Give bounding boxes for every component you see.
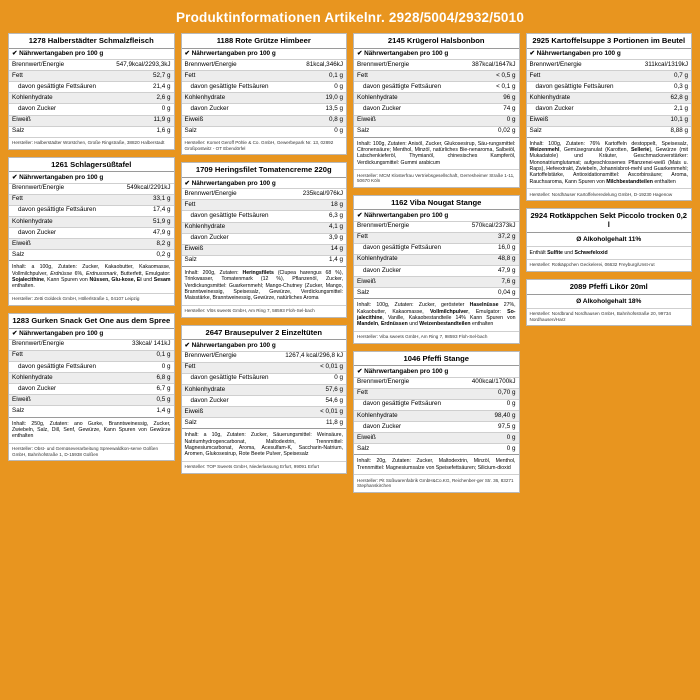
nutrient-value: 21,4 g (108, 82, 174, 93)
nutrient-label: Kohlenhydrate (354, 254, 460, 265)
table-row (9, 395, 174, 406)
table-row (182, 189, 347, 200)
table-row (9, 205, 174, 216)
nutrient-label: Kohlenhydrate (9, 217, 115, 228)
product-card (526, 33, 693, 201)
nutrient-label: Salz (527, 126, 633, 137)
nutrient-label: davon gesättigte Fettsäuren (354, 399, 460, 410)
table-row (527, 59, 692, 70)
nutrient-value: 98,40 g (460, 410, 519, 421)
nutrient-value: 0,8 g (293, 115, 346, 126)
nutrient-value: 2,1 g (633, 104, 691, 115)
table-row (527, 71, 692, 82)
product-card (181, 162, 348, 317)
nutrient-value: 2,6 g (108, 93, 174, 104)
manufacturer-address: Hersteller: Nordhäuser Kartoffelveredelung GmbH, D-19230 Hagenow (527, 188, 692, 200)
nutrient-value: 549kcal/2291kJ (115, 183, 174, 194)
table-row (182, 200, 347, 211)
table-row (9, 339, 174, 350)
nutrient-label: davon Zucker (9, 228, 115, 239)
nutrient-value: 11,8 g (278, 418, 346, 429)
nutrient-label: Eiweiß (354, 277, 460, 288)
nutrition-table (354, 365, 519, 454)
nutrition-table (527, 48, 692, 137)
table-row (354, 59, 519, 70)
product-title: 2647 Brausepulver 2 Einzeltüten (205, 327, 322, 337)
nutrient-value: 0,1 g (119, 350, 173, 361)
table-row (9, 250, 174, 261)
nutrition-header-label: ✔ Nährwertangaben pro 100 g (9, 172, 174, 183)
nutrient-value: 3,9 g (290, 233, 346, 244)
nutrient-value: 0,70 g (460, 388, 519, 399)
table-row (9, 59, 174, 70)
nutrient-label: Kohlenhydrate (182, 384, 278, 395)
nutrient-value: 47,9 g (115, 228, 174, 239)
nutrition-header-label: ✔ Nährwertangaben pro 100 g (9, 48, 174, 59)
table-row (9, 228, 174, 239)
nutrition-table-header (527, 48, 692, 59)
nutrient-label: Fett (354, 71, 460, 82)
nutrient-value: 400kcal/1700kJ (460, 377, 519, 388)
nutrition-table-header (182, 177, 347, 188)
nutrient-label: davon Zucker (182, 104, 294, 115)
ingredients-text: Inhalt: a 100g, Zutaten: Zucker, Kakaobutter, Kakaomasse, Vollmilchpulver, Erdnüsse 6%, Erdnussmark, Butterfett, Emulgator: Sojalecithine, Kann Spuren von Nüssen, Glu-kose, Ei und Sesam enthalten. (9, 260, 174, 292)
nutrient-value: 6,3 g (290, 211, 346, 222)
nutrient-label: Kohlenhydrate (9, 93, 108, 104)
nutrient-value: 311kcal/1319kJ (633, 59, 691, 70)
nutrition-table-header (354, 366, 519, 377)
table-row (182, 93, 347, 104)
nutrient-label: Eiweiß (9, 115, 108, 126)
nutrition-table-header (182, 340, 347, 351)
nutrient-label: davon Zucker (527, 104, 633, 115)
nutrient-value: 1267,4 kcal/296,8 kJ (278, 351, 346, 362)
table-row (527, 104, 692, 115)
table-row (182, 126, 347, 137)
product-card (353, 195, 520, 344)
product-card (526, 208, 693, 272)
table-row (182, 407, 347, 418)
ingredients-text: Inhalt: 250g, Zutaten: ano Gurke, Branntweinessig, Zucker, Zwiebeln, Salz, Dill, Senf, Gewürze, Kann Spuren von Gewürze enthalten (9, 417, 174, 443)
nutrition-header-label: ✔ Nährwertangaben pro 100 g (182, 48, 347, 59)
table-row (9, 93, 174, 104)
nutrition-table (182, 48, 347, 137)
ingredients-text: Inhalt: 100g, Zutaten: Zucker, gerösteter Haselnüsse 27%, Kakaobutter, Kakaomasse, Vollmilchpulver, Emulgator: So-jalecithine, Vanille, Kakaobestandteile 14% Kann Spuren von Mandeln, Erdnüssen und Weizenbestandteilen enthalten (354, 298, 519, 330)
nutrition-table-header (9, 328, 174, 339)
nutrition-header-label: ✔ Nährwertangaben pro 100 g (182, 340, 347, 351)
product-title: 2924 Rotkäppchen Sekt Piccolo trocken 0,2 l (530, 211, 688, 229)
ingredients-text: Inhalt: 100g, Zutaten: 76% Kartoffeln destoppelt, Speisesalz, Weizenmehl, Gemüsegranulat (Karotten, Sellerie), Gewürze (mit Mukadatole) und Kräuter, Geschmacksverstärker: Mononatriumglutamat; aufgeschlossenes Pflanzenei-weiß (Mais u. Raps), Hefeextrakt, Zwiebeln, Johannisbrot-mehl und Guarkernmehl; Kartoffelstärke, Antioxidationsmittel: Ascorbinsäure; Aroma, Rauchsaroma, Kann Spuren von Milchbestandteilen enthalten (527, 137, 692, 188)
nutrient-value: 0 g (108, 104, 174, 115)
nutrient-value: 0 g (293, 82, 346, 93)
manufacturer-address: Hersteller: Obst- und Gemüseverarbeitung Spreewaldkon-serve Golßen GmbH, Bahnhofstraße 1, D-15938 Golßen (9, 443, 174, 461)
nutrient-label: Fett (9, 194, 115, 205)
card-column (8, 33, 175, 461)
nutrient-value: < 0,1 g (460, 82, 519, 93)
nutrient-label: Eiweiß (354, 433, 460, 444)
nutrient-value: 19,0 g (293, 93, 346, 104)
nutrient-value: < 0,01 g (278, 407, 346, 418)
nutrient-value: 6,7 g (119, 384, 173, 395)
nutrient-value: 96 g (460, 93, 519, 104)
nutrient-value: 16,0 g (460, 243, 519, 254)
table-row (182, 59, 347, 70)
nutrient-value: 570kcal/2373kJ (460, 221, 519, 232)
table-row (354, 399, 519, 410)
nutrient-value: 0,3 g (633, 82, 691, 93)
nutrient-value: 0,7 g (633, 71, 691, 82)
nutrient-value: 52,7 g (108, 71, 174, 82)
table-row (9, 384, 174, 395)
table-row (9, 104, 174, 115)
product-card (526, 279, 693, 326)
nutrient-label: Salz (9, 250, 115, 261)
manufacturer-address: Hersteller: Komet Geroff Pöhle & Co. GmbH, Gewerbepark Nr. 13, 02892 Großpostwitz - OT Ebendörfel (182, 137, 347, 155)
nutrient-value: 74 g (460, 104, 519, 115)
nutrient-label: Kohlenhydrate (354, 410, 460, 421)
product-title: 1283 Gurken Snack Get One aus dem Spree (12, 315, 171, 325)
nutrient-value: 0 g (278, 373, 346, 384)
nutrient-label: davon gesättigte Fettsäuren (527, 82, 633, 93)
product-card (8, 33, 175, 150)
nutrient-label: Eiweiß (354, 115, 460, 126)
nutrient-label: Brennwert/Energie (354, 377, 460, 388)
manufacturer-address: Hersteller: Rotkäppchen Geckelerei, 06632 Freyburg/Unst-rut (527, 259, 692, 271)
nutrient-value: 0 g (460, 115, 519, 126)
nutrient-value: 18 g (290, 200, 346, 211)
nutrient-value: 11,9 g (108, 115, 174, 126)
nutrient-label: Kohlenhydrate (354, 93, 460, 104)
nutrient-value: 235kcal/976kJ (290, 189, 346, 200)
manufacturer-address: Hersteller: Zetti Goldeck GmbH, Höllerlstraße 1, 04107 Leipzig (9, 293, 174, 305)
nutrient-label: Fett (9, 350, 119, 361)
nutrient-label: Brennwert/Energie (527, 59, 633, 70)
nutrient-value: 0 g (119, 361, 173, 372)
table-row (354, 93, 519, 104)
table-row (182, 82, 347, 93)
nutrient-label: davon gesättigte Fettsäuren (9, 82, 108, 93)
product-title: 2925 Kartoffelsuppe 3 Portionen im Beutel (532, 36, 686, 45)
nutrient-label: Eiweiß (182, 407, 278, 418)
table-row (9, 126, 174, 137)
nutrition-table-header (9, 172, 174, 183)
table-row (182, 351, 347, 362)
nutrient-value: 13,5 g (293, 104, 346, 115)
nutrition-header-label: ✔ Nährwertangaben pro 100 g (182, 177, 347, 188)
table-row (354, 71, 519, 82)
nutrient-label: davon Zucker (354, 422, 460, 433)
nutrient-value: 37,2 g (460, 232, 519, 243)
nutrient-value: 0,04 g (460, 288, 519, 299)
nutrient-label: Salz (354, 288, 460, 299)
table-row (182, 373, 347, 384)
table-row (9, 115, 174, 126)
nutrient-label: davon gesättigte Fettsäuren (182, 82, 294, 93)
nutrient-value: 6,8 g (119, 373, 173, 384)
table-row (354, 254, 519, 265)
product-card (353, 351, 520, 493)
nutrient-label: Salz (182, 126, 294, 137)
nutrient-label: Salz (182, 255, 291, 266)
nutrition-header-label: ✔ Nährwertangaben pro 100 g (9, 328, 174, 339)
nutrition-table (9, 48, 174, 137)
table-row (354, 126, 519, 137)
table-row (182, 71, 347, 82)
card-column (353, 33, 520, 493)
nutrient-label: Brennwert/Energie (9, 59, 108, 70)
nutrition-table-header (182, 48, 347, 59)
table-row (354, 422, 519, 433)
nutrition-table (9, 328, 174, 417)
nutrient-value: 54,6 g (278, 396, 346, 407)
table-row (9, 361, 174, 372)
nutrient-value: 4,1 g (290, 222, 346, 233)
nutrient-label: Fett (354, 232, 460, 243)
nutrient-label: davon Zucker (182, 233, 291, 244)
manufacturer-address: Hersteller: Viba sweets GmbH, Am Ring 7, 98593 Floh-Sel-bach (354, 331, 519, 343)
nutrient-label: Salz (354, 444, 460, 455)
table-row (354, 232, 519, 243)
nutrient-value: < 0,01 g (278, 362, 346, 373)
ingredients-text: Inhalt: 100g, Zutaten: Anisöl, Zucker, Glukosesirup, Säu-rungsmittel: Citronensäure; Menthol, Minzöl, natürliches Bie-nenaroma, Salbeiöl, Latschenkieferöl, Thymianöl, chinesisches Kampferöl, Verdickungsmittel: Gummi arabicum (354, 137, 519, 169)
nutrient-value: 547,9kcal/2293,3kJ (108, 59, 174, 70)
manufacturer-address: Hersteller: Nordbrand Nordhausen GmbH, Bahnhofsstraße 20, 99734 Nordhausen/Harz (527, 308, 692, 326)
nutrient-value: 387kcal/1647kJ (460, 59, 519, 70)
nutrient-value: 8,2 g (115, 239, 174, 250)
table-row (9, 194, 174, 205)
nutrient-value: 51,9 g (115, 217, 174, 228)
nutrition-table-header (9, 48, 174, 59)
product-card (353, 33, 520, 188)
nutrient-label: Fett (182, 71, 294, 82)
ingredients-text: Enthält Sulfite und Schwefeloxid (527, 246, 692, 259)
table-row (354, 243, 519, 254)
nutrition-table (182, 339, 347, 428)
nutrient-label: Fett (9, 71, 108, 82)
table-row (354, 444, 519, 455)
nutrient-label: Brennwert/Energie (354, 221, 460, 232)
table-row (354, 82, 519, 93)
table-row (354, 265, 519, 276)
ingredients-text: Inhalt: 200g, Zutaten: Heringsfilets (Clupea harengus 68 %), Trinkwasser, Tomatenmark (12 %), Pflanzenöl, Zucker, Verdickungsmittel: Guarkernmehl; Mango-Chutney (Zucker, Mango, Branntweinessig, Speisesalz, Gewürze, Verdickungsmittel: Maisstärke, Branntweinessig, Gewürze, natürliches Aroma (182, 266, 347, 305)
nutrition-table-header (354, 210, 519, 221)
nutrient-label: Fett (182, 362, 278, 373)
nutrition-table-header (354, 48, 519, 59)
table-row (9, 239, 174, 250)
nutrient-label: Salz (182, 418, 278, 429)
table-row (182, 362, 347, 373)
nutrient-value: 1,4 g (119, 406, 173, 417)
nutrient-label: Brennwert/Energie (9, 183, 115, 194)
manufacturer-address: Hersteller: Vlös sweets GmbH, Am Ring 7, 58593 Floh-Sel-bach (182, 305, 347, 317)
nutrient-label: Brennwert/Energie (182, 59, 294, 70)
product-card (181, 325, 348, 474)
nutrition-header-label: ✔ Nährwertangaben pro 100 g (354, 210, 519, 221)
table-row (354, 104, 519, 115)
nutrient-value: 14 g (290, 244, 346, 255)
nutrient-label: Brennwert/Energie (354, 59, 460, 70)
nutrition-header-label: ✔ Nährwertangaben pro 100 g (354, 48, 519, 59)
nutrient-label: Salz (354, 126, 460, 137)
table-row (354, 221, 519, 232)
nutrient-label: Salz (9, 406, 119, 417)
alcohol-content: Ø Alkoholgehalt 11% (527, 232, 692, 246)
table-row (9, 71, 174, 82)
nutrient-label: davon gesättigte Fettsäuren (182, 211, 291, 222)
table-row (527, 93, 692, 104)
table-row (527, 115, 692, 126)
nutrient-label: davon Zucker (354, 265, 460, 276)
nutrient-label: davon gesättigte Fettsäuren (354, 82, 460, 93)
table-row (354, 377, 519, 388)
table-row (182, 396, 347, 407)
page-title: Produktinformationen Artikelnr. 2928/5004/2932/5010 (175, 10, 525, 25)
table-row (182, 418, 347, 429)
nutrition-table (182, 177, 347, 266)
nutrient-value: 0,02 g (460, 126, 519, 137)
manufacturer-address: Hersteller: MCM Klosterfrau Vertriebsgesellschaft, Gerresheimer Straße 1-11, 50670 Köln (354, 169, 519, 187)
nutrient-label: Brennwert/Energie (182, 351, 278, 362)
nutrient-label: Kohlenhydrate (182, 222, 291, 233)
nutrient-value: 1,4 g (290, 255, 346, 266)
nutrient-label: davon gesättigte Fettsäuren (9, 205, 115, 216)
table-row (354, 277, 519, 288)
nutrient-value: 33,1 g (115, 194, 174, 205)
nutrient-value: 1,6 g (108, 126, 174, 137)
page-bottom-space (8, 493, 692, 643)
nutrient-value: 7,6 g (460, 277, 519, 288)
product-card (8, 157, 175, 306)
nutrient-value: 97,5 g (460, 422, 519, 433)
nutrient-label: Eiweiß (527, 115, 633, 126)
nutrient-label: Fett (354, 388, 460, 399)
nutrient-value: 47,9 g (460, 265, 519, 276)
nutrient-value: 0,5 g (119, 395, 173, 406)
nutrient-label: Eiweiß (182, 115, 294, 126)
nutrition-table (354, 48, 519, 137)
nutrient-value: 0 g (460, 399, 519, 410)
nutrient-value: 8,88 g (633, 126, 691, 137)
nutrient-label: Salz (9, 126, 108, 137)
table-row (182, 244, 347, 255)
manufacturer-address: Hersteller: Halberstädter Würstchen, Große Ringstraße, 38820 Halberstadt (9, 137, 174, 149)
product-card (181, 33, 348, 155)
table-row (182, 384, 347, 395)
nutrient-value: 0 g (460, 444, 519, 455)
nutrition-table (354, 209, 519, 298)
nutrient-label: Eiweiß (9, 395, 119, 406)
table-row (9, 82, 174, 93)
card-column (181, 33, 348, 474)
nutrient-label: davon gesättigte Fettsäuren (182, 373, 278, 384)
nutrient-value: 57,6 g (278, 384, 346, 395)
table-row (354, 388, 519, 399)
product-title: 1162 Viba Nougat Stange (391, 197, 482, 207)
nutrient-label: Eiweiß (182, 244, 291, 255)
manufacturer-address: Hersteller: Pit Süßwarenfabrik GmbH&Co.KG, Reichenber-ger Str. 36, 83271 Stephanskirchen (354, 474, 519, 492)
nutrient-value: 81kcal,346kJ (293, 59, 346, 70)
nutrient-value: 10,1 g (633, 115, 691, 126)
nutrient-label: Brennwert/Energie (182, 189, 291, 200)
nutrient-label: Kohlenhydrate (527, 93, 633, 104)
table-row (354, 288, 519, 299)
table-row (182, 255, 347, 266)
ingredients-text: Inhalt: 20g, Zutaten: Zucker, Maltodextrin, Minzöl, Menthol, Trennmittel: Magnesiumsalze von Speisefettsäuren; Silicium-dioxid (354, 454, 519, 474)
nutrient-label: Fett (527, 71, 633, 82)
table-row (527, 126, 692, 137)
product-card (8, 313, 175, 461)
nutrient-label: Kohlenhydrate (9, 373, 119, 384)
nutrient-label: Fett (182, 200, 291, 211)
nutrient-value: 0,1 g (293, 71, 346, 82)
table-row (182, 211, 347, 222)
nutrition-header-label: ✔ Nährwertangaben pro 100 g (354, 366, 519, 377)
card-columns (8, 33, 692, 493)
nutrient-value: 17,4 g (115, 205, 174, 216)
table-row (527, 82, 692, 93)
table-row (182, 104, 347, 115)
table-row (354, 433, 519, 444)
ingredients-text: Inhalt: a 10g, Zutaten: Zucker, Säuerungsmittel: Weinsäure, Natriumhydrogencarbonat, Maltodextrin, Trennmittel: Magnesiumcarbonat, Aroma, Acesulfam-K, Saccharin-Natrium, Aromen, Glukosesirup, Rote Beete Pulver, Speisesalz (182, 428, 347, 460)
table-row (182, 115, 347, 126)
nutrition-header-label: ✔ Nährwertangaben pro 100 g (527, 48, 692, 59)
nutrition-table (9, 171, 174, 260)
table-row (9, 373, 174, 384)
nutrient-label: davon Zucker (182, 396, 278, 407)
nutrient-label: Brennwert/Energie (9, 339, 119, 350)
card-column (526, 33, 693, 326)
product-title: 1709 Heringsfilet Tomatencreme 220g (195, 165, 332, 175)
nutrient-label: Eiweiß (9, 239, 115, 250)
product-title: 1046 Pfeffi Stange (403, 353, 469, 363)
nutrient-value: 62,8 g (633, 93, 691, 104)
nutrient-value: 33kcal/ 141kJ (119, 339, 173, 350)
nutrient-label: davon Zucker (9, 384, 119, 395)
nutrient-label: davon gesättigte Fettsäuren (354, 243, 460, 254)
nutrient-label: Kohlenhydrate (182, 93, 294, 104)
table-row (182, 233, 347, 244)
manufacturer-address: Hersteller: TOP Sweets GmbH, Niederlassung Erfurt, 99091 Erfurt (182, 461, 347, 473)
nutrient-label: davon Zucker (9, 104, 108, 115)
nutrient-label: davon Zucker (354, 104, 460, 115)
nutrient-label: davon gesättigte Fettsäuren (9, 361, 119, 372)
nutrient-value: 0,2 g (115, 250, 174, 261)
table-row (182, 222, 347, 233)
product-title: 2089 Pfeffi Likör 20ml (569, 281, 648, 291)
table-row (354, 115, 519, 126)
table-row (9, 350, 174, 361)
table-row (9, 406, 174, 417)
table-row (354, 410, 519, 421)
table-row (9, 183, 174, 194)
product-title: 1188 Rote Grütze Himbeer (216, 36, 311, 45)
product-title: 1261 Schlagersüßtafel (51, 159, 132, 169)
nutrient-value: 48,8 g (460, 254, 519, 265)
table-row (9, 217, 174, 228)
alcohol-content: Ø Alkoholgehalt 18% (527, 294, 692, 308)
nutrient-value: 0 g (293, 126, 346, 137)
nutrient-value: 0 g (460, 433, 519, 444)
product-title: 1278 Halberstädter Schmalzfleisch (28, 36, 154, 45)
product-title: 2145 Krügerol Halsbonbon (387, 36, 485, 45)
nutrient-value: < 0,5 g (460, 71, 519, 82)
